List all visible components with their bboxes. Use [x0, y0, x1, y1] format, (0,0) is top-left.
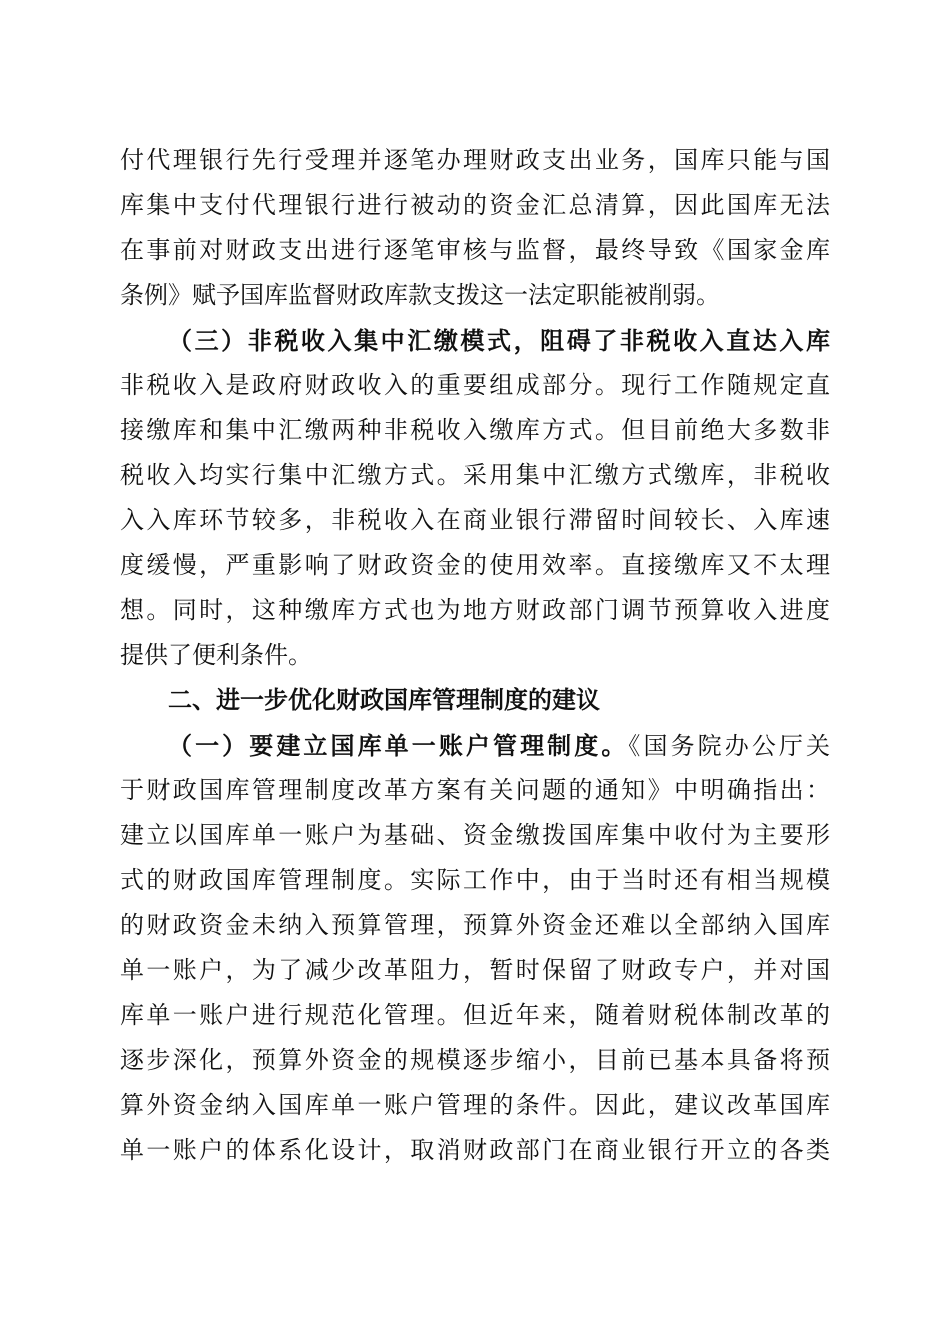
text-line: 单一账户的体系化设计，取消财政部门在商业银行开立的各类	[120, 1136, 830, 1164]
text-line: 入入库环节较多，非税收入在商业银行滞留时间较长、入库速	[120, 506, 830, 534]
text-line: 条例》赋予国库监督财政库款支拨这一法定职能被削弱。	[120, 281, 720, 309]
text-line: 于财政国库管理制度改革方案有关问题的通知》中明确指出：	[120, 776, 830, 804]
text-run: 《国务院办公厅关	[628, 732, 831, 760]
text-line: 建立以国库单一账户为基础、资金缴拨国库集中收付为主要形	[120, 821, 830, 849]
text-line: 接缴库和集中汇缴两种非税收入缴库方式。但目前绝大多数非	[120, 416, 830, 444]
text-line: 算外资金纳入国库单一账户管理的条件。因此，建议改革国库	[120, 1091, 830, 1119]
text-line: 提供了便利条件。	[120, 641, 312, 669]
section-heading-2: 二、进一步优化财政国库管理制度的建议	[168, 686, 600, 714]
section-subheading-1-line	[120, 723, 830, 768]
section-subheading-1: （一）要建立国库单一账户管理制度。	[168, 731, 629, 760]
text-line: 在事前对财政支出进行逐笔审核与监督，最终导致《国家金库	[120, 236, 830, 264]
text-line: 想。同时，这种缴库方式也为地方财政部门调节预算收入进度	[120, 596, 830, 624]
text-line: 单一账户，为了减少改革阻力，暂时保留了财政专户，并对国	[120, 956, 830, 984]
text-line: 非税收入是政府财政收入的重要组成部分。现行工作随规定直	[120, 371, 830, 399]
section-subheading-3: （三）非税收入集中汇缴模式，阻碍了非税收入直达入库	[168, 326, 830, 355]
text-line: 付代理银行先行受理并逐笔办理财政支出业务，国库只能与国	[120, 146, 830, 174]
text-line: 库单一账户进行规范化管理。但近年来，随着财税体制改革的	[120, 1001, 830, 1029]
text-line: 税收入均实行集中汇缴方式。采用集中汇缴方式缴库，非税收	[120, 461, 830, 489]
text-line: 式的财政国库管理制度。实际工作中，由于当时还有相当规模	[120, 866, 830, 894]
text-line: 逐步深化，预算外资金的规模逐步缩小，目前已基本具备将预	[120, 1046, 830, 1074]
body-text	[120, 138, 830, 1173]
text-line: 度缓慢，严重影响了财政资金的使用效率。直接缴库又不太理	[120, 551, 830, 579]
text-line: 的财政资金未纳入预算管理，预算外资金还难以全部纳入国库	[120, 911, 830, 939]
text-line: 库集中支付代理银行进行被动的资金汇总清算，因此国库无法	[120, 191, 830, 219]
